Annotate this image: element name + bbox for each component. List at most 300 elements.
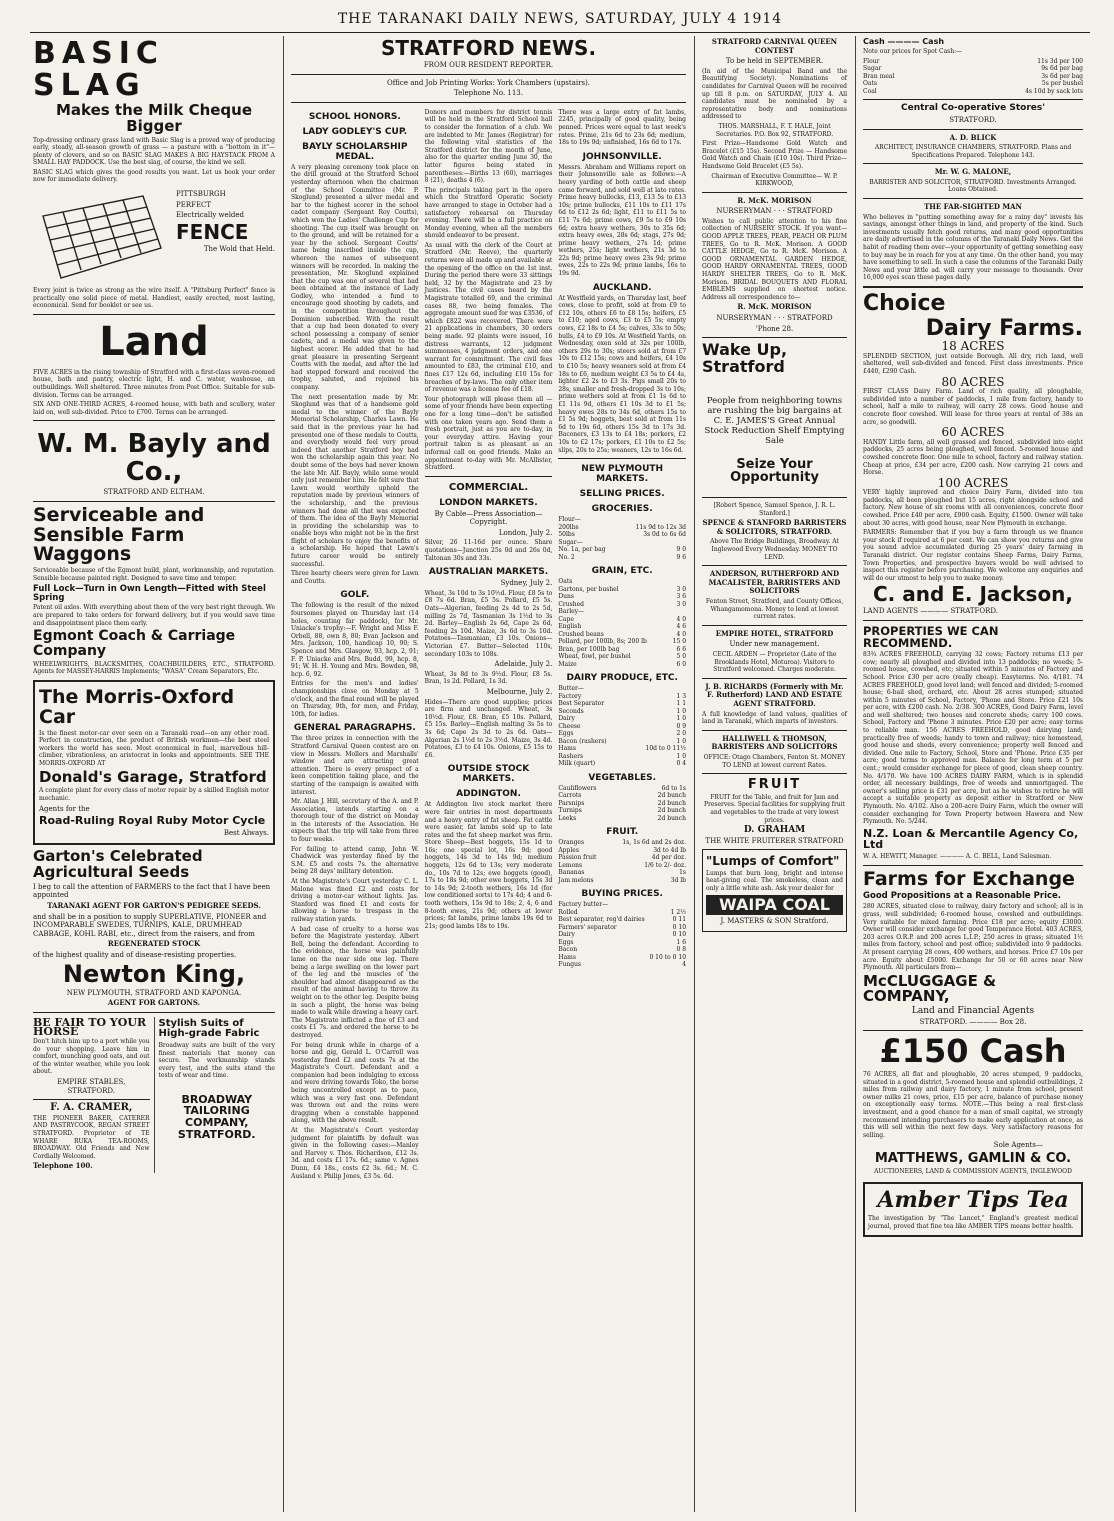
article-text: Three hearty cheers were given for Lawn and Coutts. [291,570,419,585]
blick-heading: A. D. BLICK [949,132,997,142]
vegetables-heading: VEGETABLES. [588,772,657,783]
price-item: Jam melons [558,876,594,884]
lumps-text: Lumps that burn long, bright and intense heat-giving coal. The smokeless, clean and only a little white ash. Ask your dealer for [706,869,843,893]
vegetable-price-list [558,785,686,823]
matthews-subtitle: AUCTIONEERS, LAND & COMMISSION AGENTS, INGLEWOOD [874,1167,1072,1175]
price-value: 1 0 [676,707,687,715]
acres-18-text: SPLENDID SECTION, just outside Borough. All dry, rich land, well sheltered, well sub-divided and fenced. First class investments. Price £440, £290 Cash. [863,352,1083,375]
column-4 [858,36,1088,1512]
spence-firm: SPENCE & STANFORD BARRISTERS & SOLICITORS, STRATFORD. [702,518,847,536]
dateline: Melbourne, July 2. [486,687,553,696]
acres-18-heading: 18 ACRES [941,339,1005,354]
price-item: 200lbs [558,523,579,531]
price-value: 15 0 [672,638,687,646]
price-row [863,58,1083,66]
price-item: Factory butter— [558,901,609,909]
price-item: Bacon [558,946,578,954]
dateline: Adelaide, July 2. [494,660,553,669]
cramer-text: THE PIONEER BAKER, CATERER AND PASTRYCOOK, REGAN STREET STRATFORD. Proprietor of TE WHARE RUKA TEA-ROOMS, BROADWAY. Old Friends and New Cordially Welcomed. [33,1114,150,1160]
mccluggage-heading: McCLUGGAGE & COMPANY, [863,971,997,1006]
article-text: A bad case of cruelty to a horse was before the Magistrate yesterday. Albert Bell, being the defendant. According to the evidence, the horse was painfully lame on the near side one leg. There being a large swelling on the lower part of the leg and the muscles of the shoulder had almost disappeared as the result of the animal having to throw its weight on to the other leg. Despite being in such a plight, the horse was being made to walk while drawing a heavy cart. The Magistrate inflicted a fine of £3 and costs £1 7s. and ordered the horse to be destroyed. [291,925,419,1039]
price-row [558,531,686,539]
article-text: Your photograph will please them all —some of your friends have been expecting one for a long time—don't be satisfied with one taken years ago. Send them a fresh portrait, just as you are to-day, in your everyday attire. Having your portrait taken is as pleasant as an informal call on good friends. Make an appointment to-day with Mr. McAllister, Stratford. [424,395,553,472]
price-row [558,715,686,723]
egmont-subtitle: WHEELWRIGHTS, BLACKSMITHS, COACHBUILDERS, ETC., STRATFORD. Agents for MASSEY-HARRIS Implements; "WASA" Cream Separators, Etc. [33,660,275,676]
price-item: Leeks [558,814,577,822]
office-line: Office and Job Printing Works: York Chambers (upstairs). [386,78,591,87]
price-item: Sugar— [558,538,583,546]
full-lock-heading: Full Lock—Turn in Own Length—Fitted with Steel Spring [33,583,266,603]
graham-heading: D. GRAHAM [743,825,806,836]
price-value: 4d per doz. [651,854,687,862]
dairy-farms-heading: Dairy Farms. [925,316,1083,342]
empire-stables: EMPIRE STABLES, STRATFORD. [57,1078,126,1095]
stratford-news-title: STRATFORD NEWS. [380,36,597,60]
bayly-heading: W. M. Bayly and Co., [37,429,271,487]
article-text: The principals taking part in the opera which the Stratford Operatic Society have arranged to stage in October had a satisfactory rehearsal on Thursday evening. There will be a full practice on Monday evening, when all the members should endeavor to be present. [424,186,553,240]
cramer-heading: F. A. CRAMER, [50,1102,133,1114]
price-value: 9 0 [676,546,687,554]
price-item: Milk (quart) [558,760,596,768]
news-subcolumns [291,107,686,1182]
price-item: Sugar [863,65,882,73]
spence-names: [Robert Spence, Samuel Spence, J. R. L. Stanford.] [713,502,836,517]
price-item: Oranges [558,839,585,847]
price-row [558,631,686,639]
morris-ad [33,680,275,846]
groceries-heading: GROCERIES. [591,504,653,515]
lady-godley-heading: LADY GODLEY'S CUP. [302,126,408,137]
column-rule [283,36,284,1512]
school-honors-heading: SCHOOL HONORS. [308,111,401,122]
article-text: For being drunk while in charge of a horse and gig, Gerald L. O'Carroll was yesterday fined £2 and costs 7s at the Magistrate's Court. Defendant and a companion had been indulging to excess and were driving towards Toko, the horse being uncontrolled except as to pace, which was a very fast one. Defendant was thrown out and the reins were dragging when a constable happened along, with the above result. [291,1041,419,1125]
price-item: English [558,623,582,631]
article-text: The next presentation made by Mr. Skoglund was that of a handsome gold medal to the winner of the Bayly Memorial Scholarship, Charles Lawn. He said that in the previous year he had presented one of these medals to Coutts, and everybody would feel very proud indeed that another Stratford boy had won the scholarship again this year. No doubt some of the boys had never known the late Mr. Alf. Bayly, while some would only just remember him. He felt sure that Lawn would worthily uphold the reputation made by previous winners of the scholarship, and the previous winners had done all that was expected of them. The idea of the Bayly Memorial in providing the scholarship was to enable boys who might not be in the first flight of scholars to enjoy the benefits of a scholarship. He hoped that Lawn's future career would be entirely successful. [291,393,419,568]
price-row [558,601,686,609]
price-item: Eggs [558,730,574,738]
cramer-telephone: Telephone 100. [33,1161,93,1171]
price-item: Gartons, per bushel [558,585,619,593]
basic-slag-heading: BASIC SLAG [33,36,164,103]
price-row [558,623,686,631]
loan-subtitle: W. A. HEWITT, Manager. ———— A. C. BELL, Land Salesman. [863,852,1052,860]
column-1 [28,36,280,1512]
richards-text: A full knowledge of land values, qualities of land in Taranaki, which imparts of investors. [702,710,847,726]
price-row [558,578,686,586]
masthead: THE TARANAKI DAILY NEWS, SATURDAY, JULY 4 1914 [30,6,1090,33]
price-item: Crushed beans [558,630,604,638]
carnival-text: (In aid of the Municipal Band and the Beautifying Society). Nominations of candidates for Carnival Queen will be received up till 8 p.m. on SATURDAY, JULY 4. All candidates must be nominated by a representative body and nominations addressed to [702,67,847,121]
price-value: 0 9 [676,722,687,730]
price-item: Carrots [558,792,582,800]
price-row [558,638,686,646]
graham-subtitle: THE WHITE FRUITERER STRATFORD [705,836,844,845]
london-markets-heading: LONDON MARKETS. [439,497,538,508]
dateline: Sydney, July 2. [500,579,553,588]
price-row [558,807,686,815]
news-subcolumn-left [291,107,419,1182]
article-text: For failing to attend camp, John W. Chadwick was yesterday fined by the S.M. £5 and costs 7s. the alternative being 28 days' military detention. [291,845,419,876]
price-item: Flour [863,57,880,65]
central-heading: Central Co-operative Stores' [900,103,1046,114]
price-item: Bananas [558,869,585,877]
price-row [558,909,686,917]
nurseryman: NURSERYMAN · · · STRATFORD [716,314,833,322]
price-value: 11s 3d per 100 [1037,57,1083,65]
price-row [558,785,686,793]
slag-text: Top-dressing ordinary grass land with Basic Slag is a proved way of producing early, steady, all-season growth of grass — a pasture with a "bottom in it"—plenty of clovers, and so on BASIC SLAG MAKES A BIG HAYSTACK FROM A SMALL HAY PADDOCK. Use the best slag, of course, the kind we sell. [33,136,275,167]
wake-up-heading: Wake Up, Stratford [702,340,788,376]
phone-28: 'Phone 28. [755,324,794,333]
morris-heading: The Morris-Oxford Car [39,685,235,728]
price-item: Oats [863,80,877,88]
price-value: 0 11 [672,916,687,924]
addington-heading: ADDINGTON. [456,789,521,800]
donald-heading: Donald's Garage, Stratford [39,767,267,786]
grain-heading: GRAIN, ETC. [591,566,653,577]
outside-stock-heading: OUTSIDE STOCK MARKETS. [447,764,530,785]
jackson-heading: C. and E. Jackson, [872,582,1074,607]
empire-subtitle: Under new management. [729,640,820,649]
price-row [558,516,686,524]
price-row [558,760,686,768]
column-rule [855,36,856,1512]
fence-subtitle: The Wold that Held. [203,244,275,253]
price-item: Apples [558,846,579,854]
price-value: 2d bunch [657,792,687,800]
price-value: 2d bunch [657,814,687,822]
best-always: Best Always. [223,828,269,837]
price-value: 10d to 0 11½ [645,745,687,753]
price-value: 1 6 [676,938,687,946]
price-item: Crushed [558,600,585,608]
slag-text-2: BASIC SLAG which gives the good results you want. Let us book your order now for immediate delivery. [33,168,275,184]
price-value: 1/6 to 2/- doz. [644,861,687,869]
morison-heading: R. McK. MORISON [737,302,812,312]
amber-tips-text: The investigation by "The Lancet," England's greatest medical journal, proved that fine tea like AMBER TIPS means better health. [868,1215,1078,1230]
price-value: 0 4 [676,760,687,768]
price-row [558,593,686,601]
price-item: Pollard, per 100lb, 8s; 200 lb [558,638,647,646]
price-item: Turnips [558,807,582,815]
mccluggage-subtitle: Land and Financial Agents [911,1006,1035,1017]
acres-80-text: FIRST CLASS Dairy Farm. Land of rich quality, all ploughable, subdivided into a number of paddocks, 1 mile from factory, handy to school, half a mile to railway, will carry 28 cows. Good house and concrete floor cowshed. Will lease for three years at rental of 38s an acre, so goodwill. [863,388,1083,426]
spence-text: Above The Bridge Buildings, Broadway. At Inglewood Every Wednesday. MONEY TO LEND. [710,538,839,561]
price-value: 3 0 [676,600,687,608]
amber-tips-ad [863,1182,1083,1237]
price-row [558,901,686,909]
waggons-text: Serviceable because of the Egmont build, plant, workmanship, and reputation. Sensible because painted right. Designed to save time and temper. [33,567,275,582]
buying-heading: BUYING PRICES. [581,889,663,900]
golf-heading: GOLF. [340,590,370,601]
richards-heading: J. B. RICHARDS (Formerly with Mr. F. Rutherford) LAND AND ESTATE AGENT STRATFORD. [705,681,844,708]
price-value: 1s, 1s 6d and 2s doz. [622,839,687,847]
price-row [558,839,686,847]
price-item: Rashers [558,752,584,760]
price-item: Lemons [558,861,583,869]
halliwell-text: OFFICE: Otago Chambers, Fenton St. MONEY TO LEND at lowest current Rates. [703,753,846,769]
properties-heading: PROPERTIES WE CAN RECOMMEND. [863,624,999,651]
price-row [558,730,686,738]
article-text: Wheat, 3s 8d to 3s 9½d. Flour, £8 5s. Bran, 1s 2d. Pollard, 1s 3d. [424,670,553,686]
newton-subtitle: NEW PLYMOUTH, STRATFORD AND KAPONGA. [66,988,242,997]
carnival-heading: STRATFORD CARNIVAL QUEEN CONTEST [711,37,838,55]
good-propositions: Good Propositions at a Reasonable Price. [863,891,1062,902]
fence-label: PITTSBURGH [176,190,226,199]
price-value: 2d bunch [657,807,687,815]
agents-for: Agents for the [39,804,90,813]
price-value: 9 6 [676,553,687,561]
price-row [558,723,686,731]
column-2 [286,36,691,1512]
exchange-text: 280 ACRES, situated close to railway, dairy factory and school; all is in grass, well subdivided; 6-roomed house, cowshed and outbuildings. Very suitable for mixed farming. Price £18 per acre; equity £3000. Owner will consider exchange for good Temperance Hotel. 403 ACRES, 203 acres O.R.P. and 200 acres L.I.P.; 250 acres in grass; situated 1½ miles from factory, school and post office; subdivided into 9 paddocks. At present carrying 28 cows, 400 wethers, and horses. Price £7 10s per acre. Equity about £5000. Exchange for 50 or 60 acres near New Plymouth. All particulars from— [863,903,1083,972]
garton-text-2: and shall be in a position to supply SUPERLATIVE, PIONEER and INCOMPARABLE SWEDES, TURNIPS, KALE, DRUMHEAD CABBAGE, KOHL RABI, etc., direct from the raisers, and from [33,912,267,938]
dateline: London, July 2. [498,528,553,537]
price-value: 1s [679,869,687,877]
price-value: 5 0 [676,653,687,661]
price-value: 0 10 to 0 10 [649,953,687,961]
price-value: 0 10 [672,931,687,939]
price-row [558,792,686,800]
news-subcolumn-mid [425,107,553,1182]
lumps-heading: "Lumps of Comfort" [706,854,840,869]
grain-price-list [558,578,686,668]
price-item: Bran meal [863,72,895,80]
properties-text: 83¾ ACRES FREEHOLD, carrying 32 cows; Factory returns £13 per cow; nearly all ploughed and divided into 13 paddocks; no weeds; 5-roomed house, cowshed, etc; situated within 5 minutes of Factory and School. Price £30 per acre (really cheap). Easyterms. No. 4/181. 74 ACRES FREEHOLD, good level land; well fenced and divided; 5-roomed house; 6-bail shed, orchard, etc. About 28 acres stumped; situated within 5 minutes of School, Factory, 'Phone and Store. Price £21 10s per acre, with £200 cash. No. 2/38. 300 ACRES, Good Dairy Farm, level and well sheltered; two houses and concrete sheds; carry 100 cows. School, Factory and 'Phone 3 minutes. Price £20 per acre; easy terms to reliable man. 156 ACRES FREEHOLD, good dairying land; practically free of weeds; handy to town and railway; nice homestead, good house and sheds, every convenience; property well fenced and divided. One mile to Factory, School, Store and 'Phone. Price £35 per acre; good terms to approved man. Balance for long term at 5 per cent.; would consider exchange for piece of good, clean sheep country. No. 4/170. We have 100 ACRES DAIRY FARM, which is in splendid order, all necessary buildings, free of weeds and unmortgaged. The owner's selling price is £31 per acre, but as he wishes to retire he will accept a suitable property as deposit either in Stratford or New Plymouth. No. 4/102. Also a 200-acre Dairy Farm, which the owner will consider exchanging for Town Property between Hawera and New Plymouth. No. 5/244. [863,651,1083,826]
cecil-text: CECIL ARDEN — Proprietor (Late of the Brooklands Hotel, Moturoa). Visitors to Stratford welcomed. Charges moderate. [712,650,837,674]
exchange-heading: Farms for Exchange [863,868,1075,891]
fruit-price-list [558,839,686,884]
price-row [558,946,686,954]
price-item: Barley— [558,608,585,616]
agent-gartons: AGENT FOR GARTONS. [107,998,201,1008]
price-value: 4 6 [676,623,687,631]
price-row [558,539,686,547]
commercial-heading: COMMERCIAL. [448,481,529,493]
carnival-prizes: First Prize—Handsome Gold Watch and Bracelet (£15 15s). Second Prize — Handsome Gold Watch and Chain (£10 10s). Third Prize—Handsome Gold Bracelet (£5 5s). [702,140,847,170]
article-text: Messrs. Abraham and Williams report on their Johnsonville sale as follows:—A heavy yarding of both cattle and sheep came forward, and sold well at late rates. Prime heavy bullocks, £13, £13 5s to £13 10s; prime bullocks, £11 10s to £11 17s 6d to £12 2s 6d; light, £11 to £11 5s to £11 7s 6d; prime cows, £9 5s to £9 10s 6d; extra heavy wethers, 30s to 35s 6d; extra heavy ewes, 28s 6d; stags, 27s 9d; prime heavy wethers, 27s 1d; prime wethers, 25s; light wethers, 21s 3d to 22s 9d; prime heavy ewes 23s 9d; prime ewes, 22s to 22s 9d; prime lambs, 16s to 19s 9d. [558,163,687,278]
fence-heading: FENCE [176,219,249,244]
price-row [558,862,686,870]
price-row [558,847,686,855]
price-item: Best Separator [558,700,605,708]
price-value: 4 0 [676,615,687,623]
carnival-held: To be held in SEPTEMBER. [725,57,824,66]
article-text: Hides—There are good supplies; prices are firm and unchanged. Wheat, 3s 10½d. Flour, £8. Bran, £5 10s. Pollard, £5 15s. Barley—English malting 3s 5s to 3s 6d; Cape 2s 3d to 2s 6d. Oats—Algerian 2s 1½d to 2s 3½d. Maize, 3s 4d. Potatoes, £3 to £4 10s. Onions, £5 15s to £6. [424,698,553,759]
price-item: Hams [558,745,576,753]
price-item: Factory [558,692,582,700]
office-telephone: Telephone No. 113. [454,89,523,98]
price-row [558,931,686,939]
halliwell-heading: HALLIWELL & THOMSON, BARRISTERS AND SOLICITORS [711,733,838,752]
price-value: 3s 6d per bag [1041,72,1083,80]
broadway-tailoring: BROADWAY TAILORING COMPANY, STRATFORD. [177,1092,256,1141]
sole-agents: Sole Agents— [993,1141,1043,1150]
price-row [558,693,686,701]
general-heading: GENERAL PARAGRAPHS. [293,723,416,734]
fruit-ad-text: FRUIT for the Table, and fruit for Jam and Preserves. Special facilities for supplying fruit and vegetables to the trade at very lowest prices. [703,793,846,824]
price-row [558,586,686,594]
price-row [558,653,686,661]
waipa-heading: WAIPA COAL [706,895,843,916]
price-value: 6 0 [676,660,687,668]
seize-heading: Seize Your Opportunity [730,456,819,486]
price-value: 1 0 [676,752,687,760]
cash-150-heading: £150 Cash [879,1032,1067,1071]
malone-text: BARRISTER AND SOLICITOR, STRATFORD. Investments Arranged. Loans Obtained. [869,178,1077,194]
price-item: Duns [558,593,574,601]
price-row [558,708,686,716]
article-text: The following is the result of the mixed foursomes played on Thursday last (14 holes, counting far paddock), for Mr. Uniacke's trophy:—F. Wright and Miss F. Orbell, 88, own 8, 80; Evan Jackson and Mrs. Jackson, 100, handicap 10, 90; S. Spence and Mrs. Glasgow, 93, hcp. 2, 91; F. P. Uniacke and Mrs. Budd, 99, hcp. 8, 91; W. H. H. Young and Mrs. Bowden, 98, hcp. 6, 92. [291,602,419,678]
fence-text: Every joint is twice as strong as the wire itself. A "Pittsburg Perfect" fence is practically one solid piece of metal. Handiest, easily erected, most lasting, economical. Send for booklet or see us. [33,287,275,310]
article-text: There was a large entry of fat lambs, 2245, principally of good quality, being penned. Prices were equal to last week's rates. Prime, 21s 6d to 23s 6d; medium, 18s to 19s 9d; unfinished, 16s 6d to 17s. [558,108,687,147]
price-value: 0 8 [676,946,687,954]
ruby-heading: Road-Ruling Royal Ruby Motor Cycle [39,814,266,828]
land-text-1: FIVE ACRES in the rising township of Stratford with a first-class seven-roomed house, bath and pantry, electric light, H. and C. water, washouse, an outbuildings. Well sheltered. Three minutes from Post Office. Suitable for sub-division. Terms can be arranged. [33,368,275,399]
price-value: 11s 9d to 12s 3d [635,523,687,531]
price-row [558,961,686,969]
price-row [558,616,686,624]
price-item: Dairy [558,931,575,939]
price-value: 9s 6d per bag [1041,65,1083,73]
malone-heading: Mr. W. G. MALONE, [934,167,1012,177]
price-value: 4s 10d by sack lots [1025,87,1083,95]
price-row [558,700,686,708]
waipa-subtitle: J. MASTERS & SON Stratford. [720,917,829,926]
price-row [558,554,686,562]
garton-text: I beg to call the attention of FARMERS to the fact that I have been appointed [33,882,271,900]
price-item: Flour— [558,516,581,524]
price-value: 4 0 [676,630,687,638]
price-item: Best separator, reg'd dairies [558,916,645,924]
price-row [863,73,1083,81]
waggons-heading: Serviceable and Sensible Farm Waggons [33,503,205,566]
land-agents: LAND AGENTS ———— STRATFORD. [863,607,998,616]
stratford-news-subtitle: FROM OUR RESIDENT REPORTER. [423,61,554,69]
price-value: 1 3 [676,692,687,700]
matthews-heading: MATTHEWS, GAMLIN & CO. [874,1150,1072,1166]
price-row [558,815,686,823]
price-row [558,854,686,862]
price-item: Wheat, fowl, per bushel [558,653,631,661]
acres-60-text: HANDY Little farm, all well grassed and fenced, subdivided into eight paddocks, 25 acres being ploughed, well fenced. 5-roomed house and cowshed concrete floor. One mile to school, factory and railway station. Cheap at price, £34 per acre, £200 cash. Now carrying 21 cows and Horse. [863,438,1083,477]
carnival-chair: Chairman of Executive Committee— W. P. KIRKWOOD, [711,172,838,188]
fence-illustration [33,188,168,283]
price-item: Hams [558,953,576,961]
price-value: 1 0 [676,737,687,745]
fruit-ad-heading: FRUIT [747,777,802,793]
carnival-names: THOS. MARSHALL, F. T. HALE, Joint Secretaries. P.O. Box 92, STRATFORD. [715,122,834,138]
price-value: 3s 0d to 6s 6d [643,531,687,539]
morison-text: Wishes to call public attention to his fine collection of NURSERY STOCK. If you want— GOOD APPLE TREES, PEAR, PEACH OR PLUM TREES, Go to R. McK. Morison. A GOOD CATTLE HEDGE, Go to R. McK. Morison. A GOOD ORNAMENTAL GARDEN HEDGE, GOOD HARDY ORNAMENTAL TREES, GOOD HARDY SHELTER TREES, Go to R. McK. Morison. BRIDAL BOUQUETS AND FLORAL EMBLEMS supplied on shortest notice. Address all correspondence to— [702,217,847,301]
cash-text: Note our prices for Spot Cash:— [863,48,963,56]
price-item: Seconds [558,707,584,715]
donald-text: A complete plant for every class of motor repair by a skilled English motor mechanic. [39,787,269,802]
aus-markets-heading: AUSTRALIAN MARKETS. [428,567,549,578]
news-subcolumn-right [558,107,686,1182]
bottom-ads-row [33,1017,275,1173]
price-item: Cauliflowers [558,784,597,792]
acres-80-heading: 80 ACRES [941,374,1005,389]
stylish-text: Broadway suits are built of the very finest materials that money can secure. The workmanship stands every test, and the suits stand the tests of wear and time. [158,1041,275,1080]
bayly-medal-heading: BAYLY SCHOLARSHIP MEDAL. [302,141,408,162]
central-subtitle: STRATFORD. [949,115,997,124]
article-text: Entries for the men's and ladies' championships close on Monday at 5 o'clock, and the final round will be played on Thursday, 9th, for men, and Friday, 10th, for ladies. [291,680,419,718]
price-value: 3d lb [670,876,687,884]
fruit-heading: FRUIT. [606,827,639,838]
grocery-price-list [558,516,686,561]
article-text: Wheat, 3s 10d to 3s 10½d. Flour, £8 5s to £8 7s 6d. Bran, £5 5s. Pollard, £5 5s. Oats—Algerian, feeding 2s 4d to 2s 5d, milling 2s 7d, Tasmanian 3s 1½d to 3s 2d. Barley—English 2s 6d, Cape 2s 6d, feeding 2s 10d. Maize, 3s 6d to 3s 10d. Potatoes—Tasmanian, £3 10s. Onions—Victorian £7. Butter—Selected 110s, secondary 103s to 108s. [424,589,553,658]
article-text: At the Magistrate's Court yesterday judgment for plaintiffs by default was given in the following cases:—Manley and Harvey v. Thos. Richardson, £12 3s. 3d. and costs £1 17s. 6d.; same v. Agnes Dunn, £4 18s., costs £2 3s. 6d.; M. C. Ausland v. Philip Jones, £3 5s. 6d. [291,1127,419,1180]
article-text: At Addington live stock market there were fair entries in most departments and a heavy entry of fat sheep. Fat cattle were easier, fat lambs sold up to late rates and the fat sheep market was firm. Store Sheep—Best hoggets, 15s 1d to 16s; one special lot, 16s 9d; good hoggets, 14s 3d to 14s 9d; medium hoggets, 12s 6d to 13s; very moderate do., 10s 7d to 12s; ewe hoggets (good), 17s to 18s 9d; other ewe hoggets, 15s 3d to 14s 9d; 2-tooth wethers, 16s 1d (for low conditioned sorts) to 17s 4d; 4 and 6-tooth wethers, 15s 9d to 18s; 2, 4, 6 and 8-tooth ewes, 21s 9d; others at lower prices; fat lambs, prime lambs 19s 6d to 21s; good lambs 18s to 19s. [424,801,553,930]
buying-price-list [558,901,686,969]
price-item: Butter— [558,685,584,693]
price-value: 0 10 [672,923,687,931]
wake-up-text: People from neighboring towns are rushing the big bargains at C. E. JAMES'S Great Annual Stock Reduction Shelf Emptying Sale [704,395,845,446]
fence-label: Electrically welded [176,211,245,220]
column-3 [697,36,852,1512]
price-row [558,524,686,532]
auckland-heading: AUCKLAND. [592,282,652,293]
price-item: Bacon (rashers) [558,737,607,745]
article-text: At the Magistrate's Court yesterday C. L. Malone was fined £2 and costs for driving a motor-car without lights. Jas. Stanford was fined £1 and costs for allowing a horse to trespass in the railway station yards. [291,878,419,923]
anderson-heading: ANDERSON, RUTHERFORD AND MACALISTER, BARRISTERS AND SOLICITORS [708,569,841,596]
article-text: The three prizes in connection with the Stratford Carnival Queen contest are on view in Messrs. Mollers and Marshalls' window and are attracting great attention. There is every prospect of a keen competition taking place, and the starting of the campaign is awaited with interest. [291,735,419,796]
price-row [558,608,686,616]
price-row [558,916,686,924]
far-sighted-heading: THE FAR-SIGHTED MAN [924,202,1022,212]
price-row [558,661,686,669]
price-row [558,939,686,947]
dairy-price-list [558,685,686,768]
price-value: 4 [682,961,687,969]
price-row [558,646,686,654]
anderson-text: Fenton Street, Stratford, and County Offices, Whangamomona. Money to lend at lowest current rates. [705,598,844,621]
garton-heading: Garton's Celebrated Agricultural Seeds [33,847,203,882]
morris-text: Is the finest motor-car ever seen on a Taranaki road—on any other road. Perfect in construction, the product of British workmen—the best steel workers the world has seen. Most economical in fuel, marvellous hill-climber, vibrationless, an aristocrat in looks and appointments. SEE THE MORRIS-OXFORD AT [39,729,269,768]
price-value: 3 0 [676,585,687,593]
taranaki-agent: TARANAKI AGENT FOR GARTON'S PEDIGREE SEEDS. [47,900,261,910]
nurseryman: NURSERYMAN · · · STRATFORD [716,207,833,216]
price-item: Parsnips [558,799,585,807]
price-item: Eggs [558,938,574,946]
np-markets-heading: NEW PLYMOUTH MARKETS. [581,464,664,485]
milk-cheque-heading: Makes the Milk Cheque Bigger [55,101,253,135]
price-item: 50lbs [558,531,575,539]
article-text: A very pleasing ceremony took place on the drill ground at the Stratford School yesterday afternoon when the chairman of the School Committee (Mr. P. Skoglund) presented a silver medal and bar to the highest scorer in the school cadet company (Sergeant Roy Coutts), which won the Ladies' Challenge Cup for shooting. The cup itself was brought on to the ground, and will be retained for a year by the school. Sergeant Coutts' name being inscribed inside the cup, whereon the names of subsequent winners will be recorded. In making the presentation, Mr. Skoglund explained that the cup was one of several that had been obtained at the instance of Lady Godley, who intended a fund to encourage good shooting by cadets, and in the competition throughout the Dominion subscribed. With the result that a cup had been donated to every school possessing a company of senior cadets, and a medal was given to the highest scorer. He added that he had great pleasure in presenting Sergeant Coutts with the medal, and after the lad had stepped forward and received the trophy, saluted, and rejoined his company. [291,163,419,391]
stylish-heading: Stylish Suits of High-grade Fabric [158,1017,260,1040]
price-row [558,954,686,962]
mccluggage-address: STRATFORD. ———— Box 28. [919,1017,1027,1026]
choice-heading: Choice [863,291,946,317]
bayly-subtitle: STRATFORD AND ELTHAM. [103,488,205,496]
farmers-text: FARMERS: Remember that if you buy a farm through us we finance your stock if required at 6 per cent. We can show you returns and give you sound advice accumulated during 25 years' dairy farming in Taranaki district. Our register contains Sheep Farms, Dairy Farms, Town Properties, and prospective buyers would be well advised to inspect this register before purchasing. We welcome any enquiries and will do our utmost to help you to make money. [863,529,1083,582]
price-row [558,738,686,746]
price-item: Dairy [558,715,575,723]
price-value: 3 6 [676,593,687,601]
price-row [558,745,686,753]
price-row [558,753,686,761]
article-text: Silver, 26 11-16d per ounce. Share quotations—Junction 25s 0d and 26s 0d, Taltonan 30s and 33s. [424,539,553,562]
land-heading: Land [99,318,209,365]
price-value: 2 0 [676,730,687,738]
land-text-2: SIX AND ONE-THIRD ACRES, 4-roomed house, with bath and scullery, water laid on, well sub-divided. Price to £700. Terms can be arranged. [33,401,275,416]
amber-tips-heading: Amber Tips Tea [877,1187,1069,1214]
price-row [558,869,686,877]
blick-text: ARCHITECT, INSURANCE CHAMBERS, STRATFORD. Plans and Specifications Prepared. Telephone 143. [874,144,1072,159]
fence-ad [33,188,275,283]
price-value: 3d to 4d lb [653,846,687,854]
